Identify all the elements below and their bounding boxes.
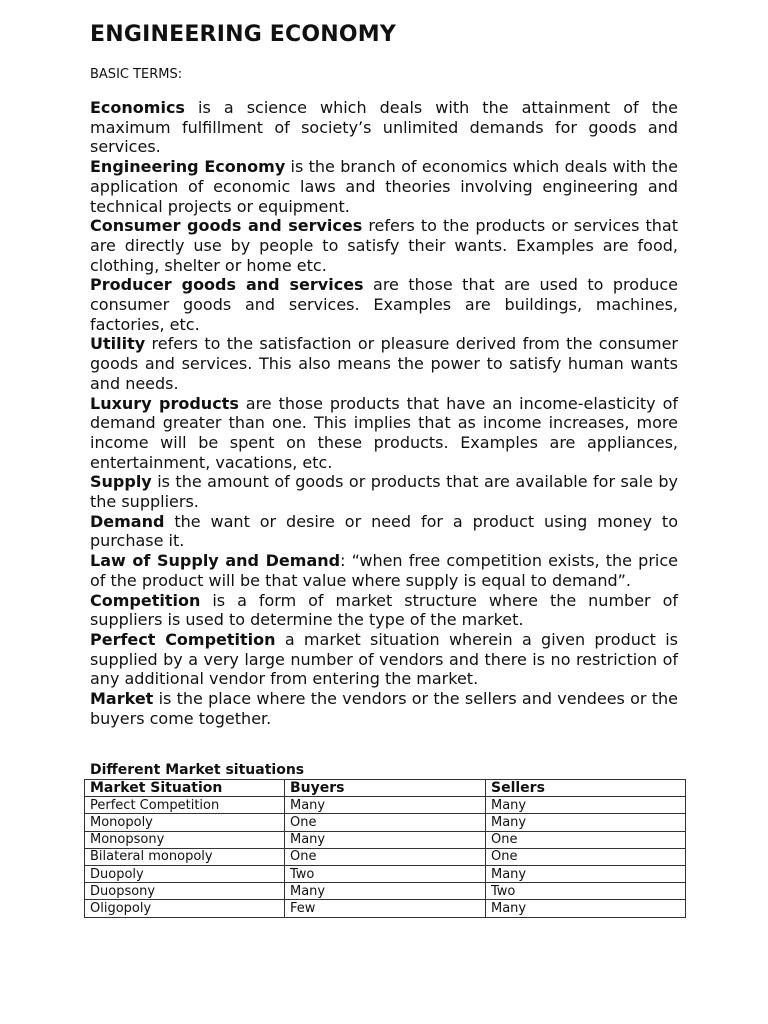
term-name: Producer goods and services xyxy=(90,275,364,295)
table-cell: Many xyxy=(486,814,686,831)
table-cell: Two xyxy=(486,883,686,900)
term-definition: is the amount of goods or products that are available for sale by the suppliers. xyxy=(90,472,678,512)
table-cell: Few xyxy=(285,900,486,917)
column-header-market-situation: Market Situation xyxy=(85,780,285,797)
term-paragraph xyxy=(90,157,678,216)
term-definition: refers to the satisfaction or pleasure derived from the consumer goods and services. This also means the power to satisfy human wants and needs. xyxy=(90,334,678,393)
column-header-buyers: Buyers xyxy=(285,780,486,797)
term-definition: is the place where the vendors or the sellers and vendees or the buyers come together. xyxy=(90,689,678,728)
table-cell: One xyxy=(486,831,686,848)
term-name: Demand xyxy=(90,511,165,531)
term-definition: are those products that have an income-elasticity of demand greater than one. This implies that as income increases, more income will be spent on these products. Examples are appliances, entertainment, vacations, etc. xyxy=(90,393,678,472)
table-row xyxy=(85,900,686,917)
term-name: Perfect Competition xyxy=(90,629,276,649)
term-name: Economics xyxy=(90,98,185,117)
term-name: Engineering Economy xyxy=(90,157,286,177)
term-definition: refers to the products or services that are directly use by people to satisfy their wants. Examples are food, clothing, shelter or home etc. xyxy=(90,216,678,275)
term-paragraph xyxy=(90,512,678,551)
table-caption: Different Market situations xyxy=(90,762,305,778)
table-cell: Many xyxy=(486,797,686,814)
table-cell: One xyxy=(285,814,486,831)
term-name: Law of Supply and Demand xyxy=(90,551,341,571)
table-row xyxy=(85,831,686,848)
term-name: Utility xyxy=(90,334,146,354)
term-paragraph xyxy=(90,630,678,689)
terms-list xyxy=(90,98,678,729)
term-paragraph xyxy=(90,216,678,275)
term-definition: a market situation wherein a given product is supplied by a very large number of vendors and there is no restriction of any additional vendor from entering the market. xyxy=(90,629,678,689)
table-cell: One xyxy=(486,848,686,865)
term-definition: are those that are used to produce consumer goods and services. Examples are buildings, machines, factories, etc. xyxy=(90,275,679,334)
table-row xyxy=(85,797,686,814)
table-row xyxy=(85,848,686,865)
table-row xyxy=(85,883,686,900)
term-paragraph xyxy=(90,334,678,393)
term-paragraph xyxy=(90,689,678,728)
term-definition: is a science which deals with the attainment of the maximum fulfillment of society’s unlimited demands for goods and services. xyxy=(90,98,678,157)
table-cell: Many xyxy=(486,865,686,882)
term-definition: is a form of market structure where the number of suppliers is used to determine the type of the market. xyxy=(90,590,678,630)
term-paragraph xyxy=(90,394,678,473)
term-definition: the want or desire or need for a product using money to purchase it. xyxy=(90,511,678,551)
term-paragraph xyxy=(90,551,678,590)
term-name: Market xyxy=(90,689,154,709)
term-name: Consumer goods and services xyxy=(90,216,363,236)
table-header-row xyxy=(85,780,686,797)
table-row xyxy=(85,814,686,831)
table-cell: Duopoly xyxy=(85,865,285,882)
table-cell: Many xyxy=(285,883,486,900)
table-cell: Monopoly xyxy=(85,814,285,831)
table-cell: Bilateral monopoly xyxy=(85,848,285,865)
term-paragraph xyxy=(90,472,678,511)
term-definition: is the branch of economics which deals with the application of economic laws and theories involving engineering and technical projects or equipment. xyxy=(90,157,678,216)
section-subtitle: BASIC TERMS: xyxy=(90,67,183,82)
table-cell: Many xyxy=(285,831,486,848)
table-cell: Monopsony xyxy=(85,831,285,848)
term-name: Luxury products xyxy=(90,393,239,413)
column-header-sellers: Sellers xyxy=(486,780,686,797)
term-name: Competition xyxy=(90,590,201,610)
table-cell: Duopsony xyxy=(85,883,285,900)
table-cell: Perfect Competition xyxy=(85,797,285,814)
table-cell: One xyxy=(285,848,486,865)
table-cell: Two xyxy=(285,865,486,882)
term-paragraph xyxy=(90,98,678,157)
term-name: Supply xyxy=(90,472,152,492)
term-paragraph xyxy=(90,591,678,630)
market-situations-table xyxy=(84,779,686,918)
table-cell: Many xyxy=(285,797,486,814)
term-definition: : “when free competition exists, the price of the product will be that value where supply is equal to demand”. xyxy=(90,551,678,590)
document-title: ENGINEERING ECONOMY xyxy=(90,22,397,47)
table-cell: Oligopoly xyxy=(85,900,285,917)
table-cell: Many xyxy=(486,900,686,917)
term-paragraph xyxy=(90,275,678,334)
table-row xyxy=(85,865,686,882)
